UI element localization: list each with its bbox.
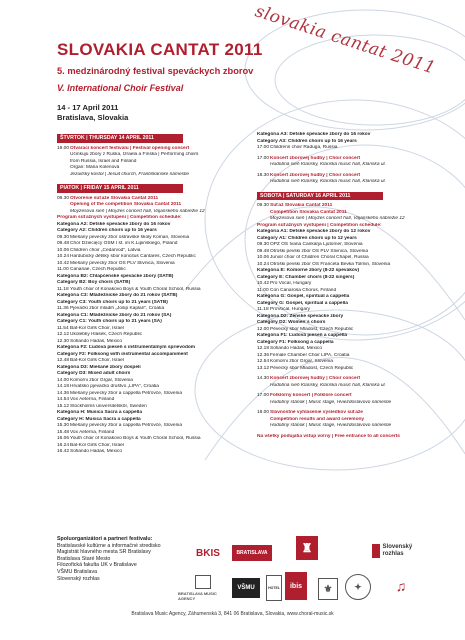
event-text: Komorni zbor Grgar, Slovenia: [270, 359, 333, 364]
event-text: Súťaž Slovakia Cantat 2011: [270, 203, 333, 208]
event-time: 12.48: [57, 358, 70, 363]
event-time: 17.00: [257, 145, 270, 150]
event-text: Pěvecký sbor Mladost, Czech Republic: [270, 326, 354, 332]
event-text: Hudobný stánok | Music stage, Hviezdoslavovo námestie: [270, 423, 392, 428]
event-text: Hudobný stánok | Music stage, Hviezdoslavovo námestie: [270, 399, 392, 405]
event-text: Con Canarosa Chorus, Finland: [270, 287, 337, 293]
event-text: Category F1: Folksong a cappella: [257, 339, 334, 345]
event-time: 09.30: [257, 242, 270, 247]
event-time: 15.48: [57, 429, 70, 435]
event-time: 10.42: [257, 281, 270, 286]
event-time: 12.00: [257, 326, 270, 332]
event-text: Miešaný pevecký zbor OS PLV Slivnica, Slovenia: [70, 260, 175, 266]
event-time: 18.30: [257, 172, 270, 178]
sponsor-crest-icon: ⚜: [318, 578, 338, 600]
event-text: Kategória A3: Detské spevácke zbory do 16 rokov: [257, 132, 371, 137]
sponsors-list: [57, 536, 167, 582]
event-text: Na všetky podujatia vstup voľný | Free entrance to all concerts: [257, 433, 400, 439]
spacer: [57, 178, 252, 182]
day-header: SOBOTA | SATURDAY 16 APRIL 2011: [257, 192, 383, 201]
date-range: 14 - 17 April 2011: [57, 103, 119, 112]
event-text: Kategória F2: Ľudová pieseň s inštrumentálnym sprievodom: [57, 345, 196, 350]
event-text: Kategória B2: Chlapčenské spevácke zbory (SATB): [57, 273, 174, 279]
event-text: Moyzesova sieň | Moyzes concert hall, Vajanského nábrežie 12: [270, 216, 405, 221]
bkis-logo: BKIS: [196, 547, 220, 559]
event-time: 14.00: [57, 377, 70, 383]
day-header: ŠTVRTOK | THURSDAY 14 APRIL 2011: [57, 134, 183, 143]
event-text: Junior choir of Children Choral Chapel, Russia: [270, 255, 369, 260]
sponsor-item: VŠMU Bratislava: [57, 568, 98, 575]
event-text: Category B2: Boy choirs (SATB): [57, 280, 131, 285]
event-time: 14.30: [257, 376, 270, 381]
event-time: 18.00: [257, 410, 270, 415]
event-time: 16.06: [57, 436, 70, 441]
day-header: PIATOK | FRIDAY 15 APRIL 2011: [57, 184, 183, 193]
event-text: Childrens choir Raduga, Russia: [270, 145, 338, 150]
event-time: 15.30: [57, 423, 70, 428]
event-text: Koncert zborovej hudby | Choir concert: [270, 155, 361, 161]
rozhlas-mark-icon: [372, 544, 380, 558]
event-text: Bat-Kol Girls Choir, Israel: [70, 325, 124, 331]
event-text: Category C3: Youth choirs up to 21 years (SATB): [57, 299, 168, 305]
event-time: 15.12: [57, 403, 70, 409]
event-text: Canariae, Czech Republic: [70, 267, 126, 272]
event-text: Category D3: Mixed adult choirs: [57, 371, 131, 376]
event-time: 11.18: [257, 307, 269, 312]
event-text: Opening of the competition Slovakia Cantat 2011: [70, 202, 182, 207]
sponsor-item: Slovenský rozhlas: [57, 575, 100, 582]
event-text: ProVocal, Hungary: [270, 307, 310, 312]
event-text: Children choir „Cedarvod“, Latvia: [70, 247, 141, 253]
event-text: Category H: Musica Sacra a cappella: [57, 416, 141, 422]
subtitle-sk: 5. medzinárodný festival speváckych zborov: [57, 66, 254, 76]
vsmu-logo: VŠMU: [232, 578, 260, 598]
event-text: Miešaný pevecký zbor ostravské školy Koman, Slovenia: [70, 234, 190, 240]
event-time: 09.30: [57, 195, 70, 201]
event-text: Otvorenie súťaže Slovakia Cantat 2011: [70, 195, 159, 201]
event-text: Vox Aeterna, Finland: [70, 429, 115, 435]
event-text: Účinkujú zbory z Ruska, Izraela a Fínska | Performing choirs: [70, 152, 199, 157]
event-time: 16.24: [57, 442, 70, 448]
bratislava-logo: BRATISLAVA: [232, 545, 272, 561]
event-text: Pěvecký sbor Mladost, Czech Republic: [270, 365, 354, 371]
sponsor-item: Bratislava Staré Mesto: [57, 555, 111, 562]
event-text: Kategória F1: Ľudová pieseň a cappella: [257, 333, 348, 338]
event-time: 11.18: [57, 286, 69, 292]
event-text: Otroški pevski zbor OS PLV Slivnica, Slovenia: [270, 248, 369, 254]
event-text: Kategória D2: Ženské spevácke zbory: [257, 313, 344, 319]
event-text: Category A3: Children choirs up to 16 years: [257, 138, 357, 144]
event-time: 14.54: [57, 397, 70, 402]
event-text: Pro Vocal, Hungary: [270, 281, 312, 286]
sponsor-item: Filozofická fakulta UK v Bratislave: [57, 562, 137, 569]
rozhlas-label: Slovenský rozhlas: [382, 544, 413, 557]
bma-label: BRATISLAVA MUSIC AGENCY: [178, 591, 217, 601]
event-text: Folklórny koncert | Folklore concert: [270, 393, 352, 398]
event-time: 09.30: [57, 234, 70, 240]
event-time: 11.36: [57, 306, 69, 311]
festival-dates: [57, 103, 128, 123]
event-time: 11.00: [57, 267, 69, 272]
sponsor-item: Magistrát hlavného mesta SR Bratislavy: [57, 549, 151, 556]
event-text: Bat-Kol Girls Choir, Israel: [70, 442, 124, 448]
event-text: Category F2: Folksong with instrumental accompaniment: [57, 351, 188, 357]
event-time: 11.54: [57, 325, 69, 331]
event-text: Koncert zborovej hudby | Choir concert: [270, 376, 361, 381]
event-text: Sofiando Hadas, Mexico: [70, 449, 122, 454]
event-text: Female Chamber Choir LIPA, Croatia: [270, 352, 350, 358]
footer-address: Bratislava Music Agency, Záhumenská 3, 841 06 Bratislava, Slovakia, www.choral-music.sk: [131, 611, 334, 617]
event-text: Kategória E: Komorné zbory (8-22 spevákov): [257, 268, 360, 273]
event-time: 10.42: [57, 260, 70, 266]
event-text: Youth choir of Konakovo Boys & Youth Choral School, Russia: [70, 286, 201, 292]
event-text: Kategória A2: Detské spevácke zbory do 16 rokov: [57, 221, 171, 227]
event-text: Program súťažných vystúpení | Competition schedule:: [257, 222, 382, 228]
slovensky-rozhlas-logo: [372, 538, 422, 564]
choral-music-logo: ♫: [395, 578, 407, 594]
subtitle-en: V. International Choir Festival: [57, 83, 184, 93]
brand-logo: slovakia cantat 2011: [252, 1, 438, 79]
bratislava-music-agency-logo: [178, 575, 228, 601]
event-time: 12.54: [257, 359, 270, 364]
event-text: Hardubický dětský sbor koncitus Cantares, Czech Republic: [70, 254, 196, 259]
event-text: Hudobná sieň Klarisky, Klariská music hall, Klariská ul.: [270, 382, 386, 388]
event-text: Miešaný pevecký zbor a cappella Petrovče, Slovenia: [70, 423, 182, 428]
event-text: Sofiando Hadas, Mexico: [270, 346, 322, 351]
event-text: OPZ OŠ Ivana Cankarja Ljutomer, Slovenia: [270, 242, 363, 247]
event-text: Category G: Gospel, spiritual a cappella: [257, 300, 348, 306]
event-time: 10.24: [257, 261, 270, 267]
page-title: SLOVAKIA CANTAT 2011: [57, 40, 263, 59]
event-time: 19.00: [57, 145, 70, 151]
event-text: Category A1: Children choirs up to 12 years: [257, 235, 357, 241]
event-text: Category E: Chamber choirs (8-22 singers): [257, 274, 355, 280]
schedule-left-column: [57, 132, 252, 456]
event-text: Hudobná sieň Klarisky, Klariská music hall, Klariská ul.: [270, 162, 386, 167]
faculty-seal-icon: ✦: [345, 574, 371, 600]
schedule-line: [257, 434, 427, 441]
sponsors-heading: Spoluorganizátori a partneri festivalu:: [57, 536, 153, 542]
event-text: Moyzesova sieň | Moyzes concert hall, Vajanského nábrežie 12: [70, 208, 205, 214]
event-time: 16.42: [57, 449, 70, 454]
event-time: 09.48: [257, 248, 270, 254]
event-text: Koncert zborovej hudby | Choir concert: [270, 172, 361, 178]
event-text: Kategória G: Gospel, spirituál a cappella: [257, 294, 350, 299]
event-text: Hrvatsko pjevačko društvo „LIPA“, Croatia: [70, 384, 159, 389]
event-text: Kategória H: Musica Sacra a cappella: [57, 410, 143, 415]
event-time: 12.36: [257, 352, 270, 358]
event-text: Kategória C1: Mládežnícke zbory do 21 rokov (SA): [57, 312, 172, 318]
sponsor-item: Bratislavské kultúrne a informačné stredisko: [57, 542, 161, 549]
event-text: from Russia, Israel and Finland: [70, 158, 137, 164]
city-crest-icon: ♜: [296, 536, 318, 560]
event-text: Miešaný pevecký zbor a cappella Petrovče, Slovenia: [70, 390, 182, 396]
event-text: Hudobná sieň Klarisky, Klariská music hall, Klariská ul.: [270, 179, 386, 184]
event-text: Jezuitský kostol | Jesuit church, Františkánske námestie: [70, 171, 190, 177]
event-time: 11.00: [257, 287, 269, 293]
event-text: Pjevački zbor mladih „Josip Kaplan“, Croatia: [70, 306, 165, 311]
event-text: Stockholms universitetskör, Sweden: [70, 403, 147, 409]
event-time: 12.12: [57, 332, 70, 337]
event-time: 10.06: [257, 255, 270, 260]
bma-mark-icon: [195, 575, 211, 589]
event-time: 12.18: [257, 346, 270, 351]
event-time: 17.00: [257, 393, 270, 398]
event-text: Kategória A1: Detské spevácke zbory do 12 rokov: [257, 229, 371, 234]
event-text: Competition Slovakia Cantat 2011: [270, 209, 347, 215]
event-text: Category D2: Women´s choirs: [257, 320, 326, 325]
event-time: 14.18: [57, 384, 70, 389]
event-text: Competition results and award ceremony: [270, 416, 365, 422]
event-time: 10.24: [57, 254, 70, 259]
schedule-line: [57, 449, 252, 456]
event-text: Slávnostné vyhlásenie výsledkov súťaže: [270, 410, 363, 415]
spacer: [257, 186, 427, 190]
event-text: Kategória C3: Mládežnícke zbory do 21 rokov (SATB): [57, 293, 178, 298]
festival-place: Bratislava, Slovakia: [57, 113, 129, 122]
event-time: 14.36: [57, 390, 70, 396]
event-text: Otroški pevski zbor OŠ Franceta Bevka Tolmin, Slovenia: [270, 261, 391, 267]
event-text: Ukolebky Hlásek, Czech Republic: [70, 332, 142, 337]
event-time: 13.12: [257, 365, 270, 371]
event-time: 10.06: [57, 247, 70, 253]
event-time: 09.30: [257, 203, 270, 208]
event-time: 17.00: [257, 155, 270, 161]
event-time: 09.48: [57, 241, 70, 246]
event-text: Otvárací koncert festivalu | Festival opening concert: [70, 145, 190, 151]
event-text: Organ: Mária Kolenová: [70, 165, 120, 170]
event-text: Category C1: Youth choirs up to 21 years (SA): [57, 319, 162, 324]
event-text: Vox Aeterna, Finland: [70, 397, 115, 402]
event-text: Sofiando Hadas, Mexico: [70, 338, 122, 344]
event-text: Chór Dziecięcy OSM I st. im K.Lipińskiego, Poland: [70, 241, 178, 246]
schedule-right-column: [257, 132, 427, 440]
event-text: Bat-Kol Girls Choir, Israel: [70, 358, 124, 363]
event-text: Category A2: Children choirs up to 16 years: [57, 228, 157, 233]
hotel-logo: HOTEL: [266, 575, 282, 601]
event-text: Youth choir of Konakovo Boys & Youth Choral School, Russia: [70, 436, 201, 441]
event-text: Komorni zbor Grgar, Slovenia: [70, 377, 133, 383]
event-time: 12.30: [57, 338, 70, 344]
ibis-logo: ibis: [285, 572, 307, 600]
event-text: Kategória D3: Miešané zbory dospelí: [57, 364, 141, 370]
event-text: Program súťažných vystúpení | Competition schedule:: [57, 215, 182, 220]
